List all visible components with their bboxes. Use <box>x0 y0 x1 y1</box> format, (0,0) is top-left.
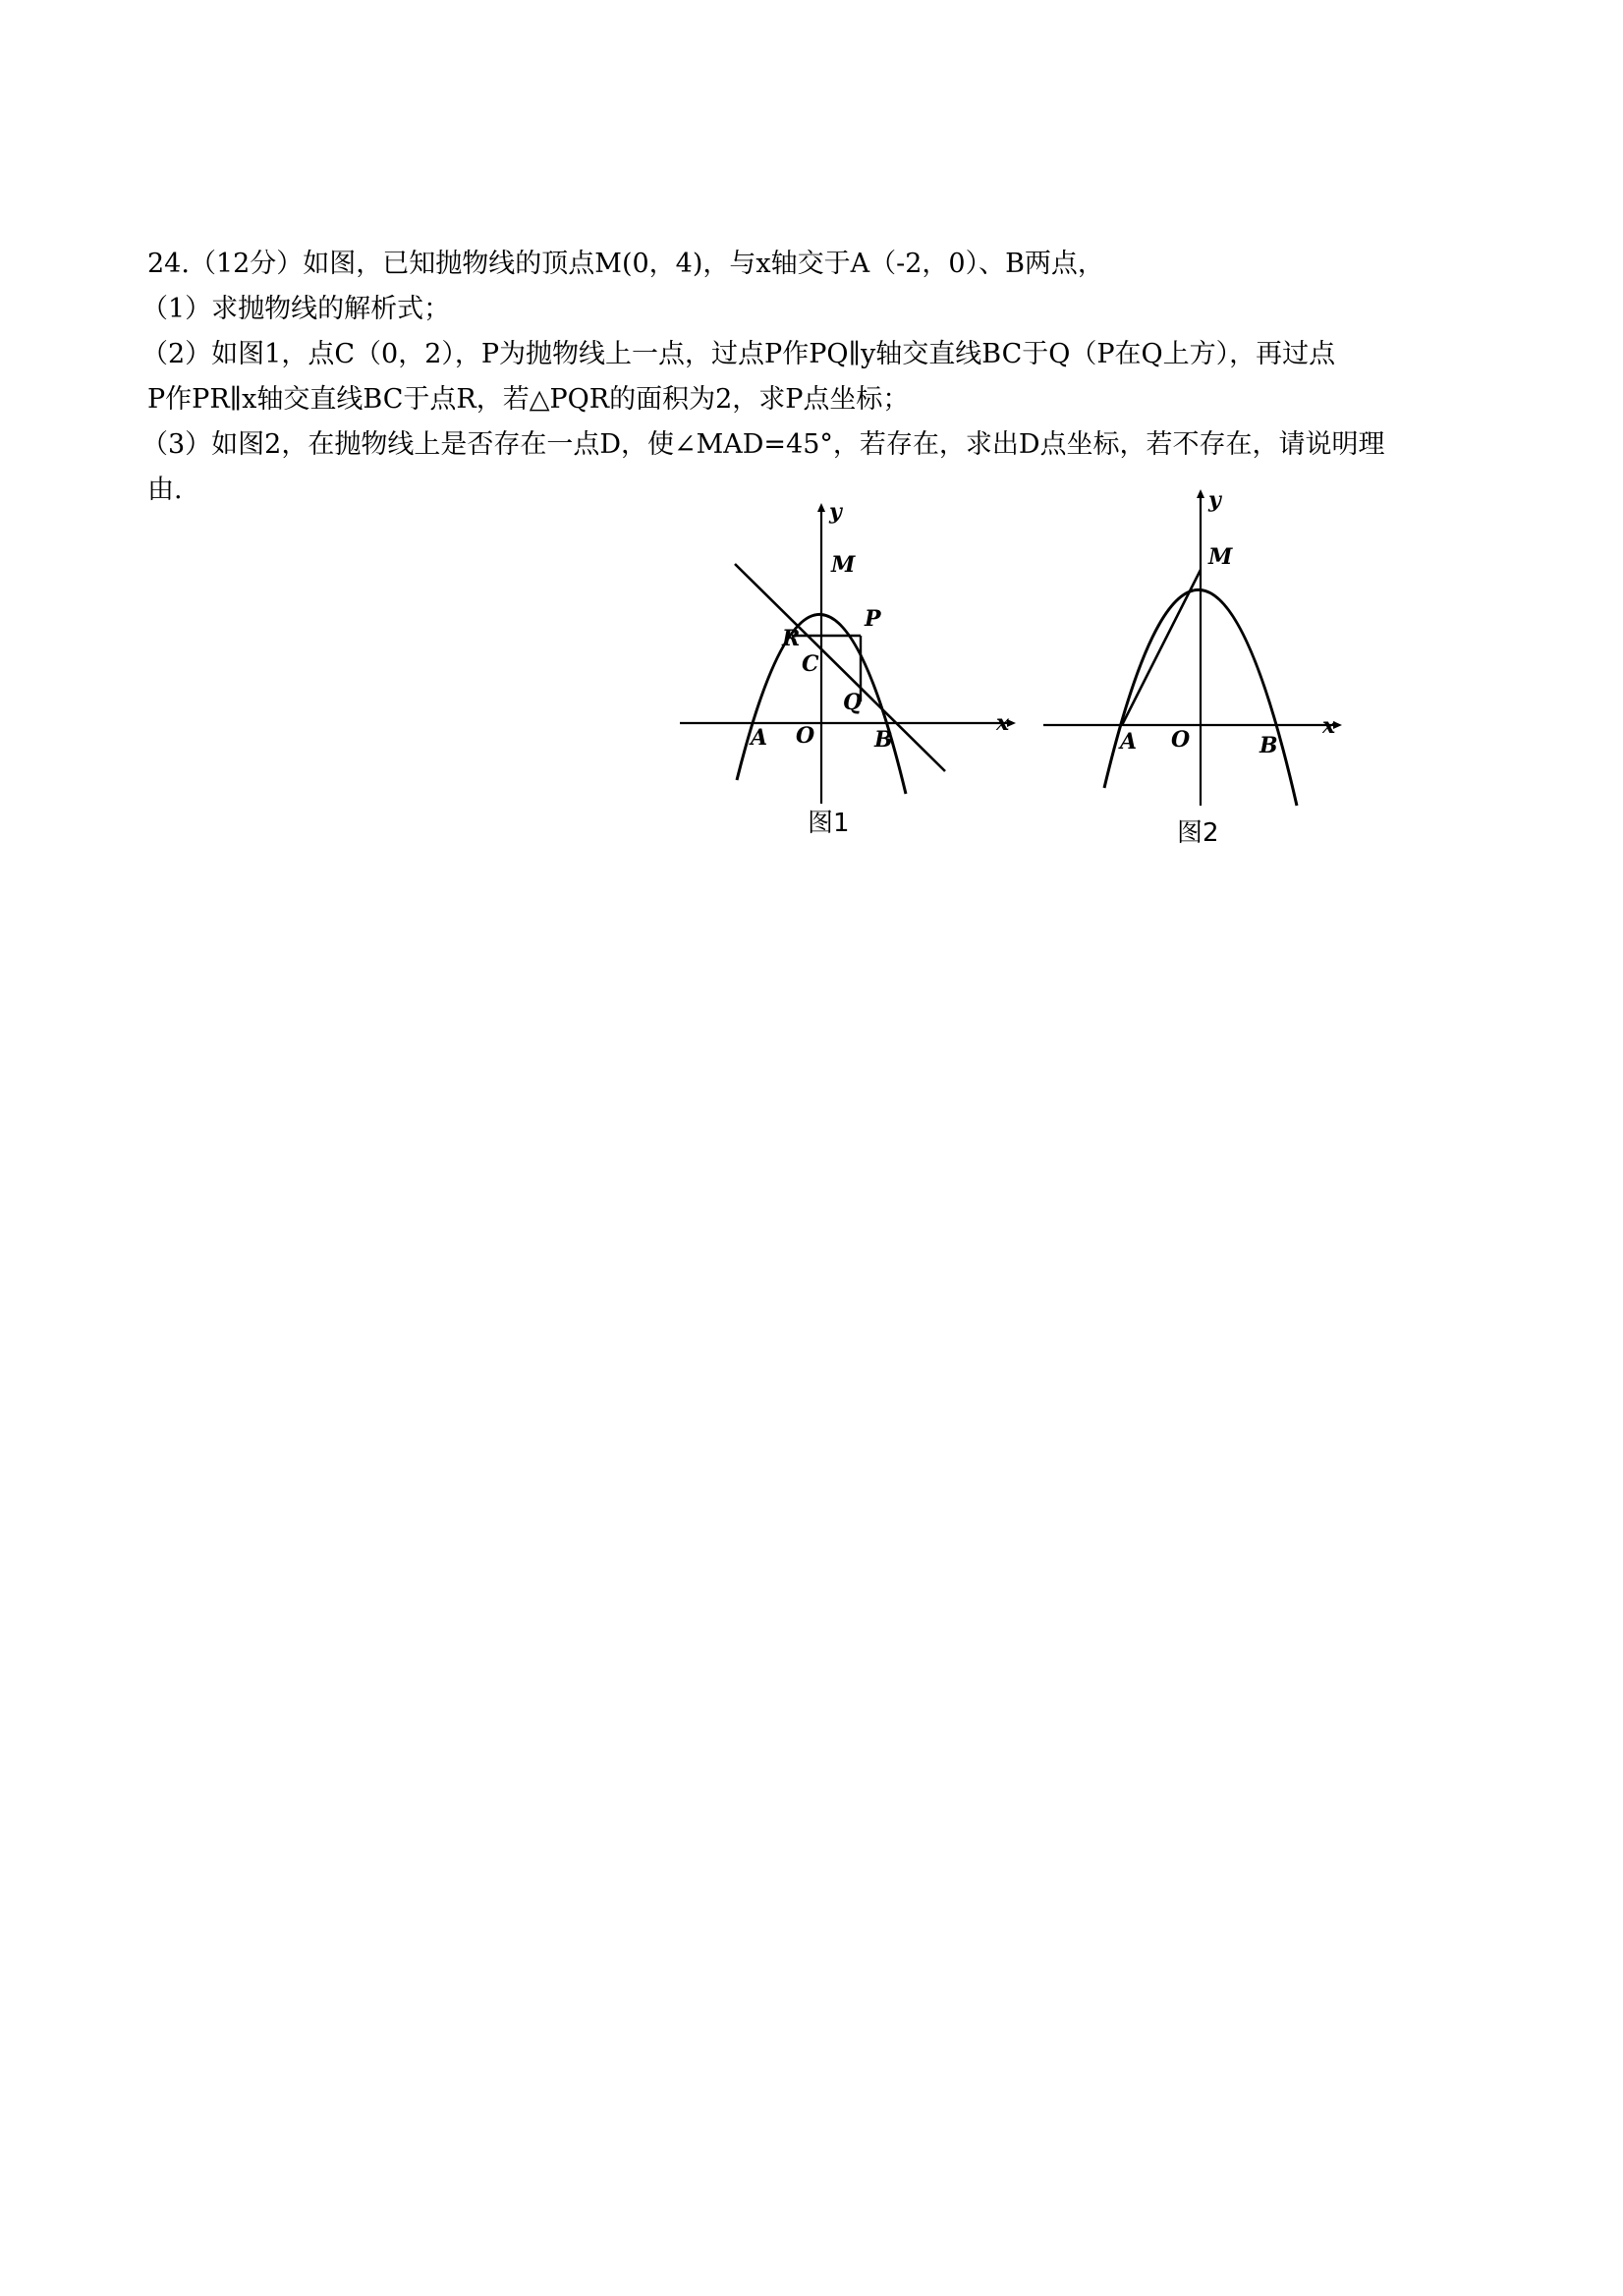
figure-2-diagram <box>1032 481 1356 855</box>
label-a: A <box>1120 729 1138 755</box>
figure-1-caption: 图1 <box>808 809 850 838</box>
question-part-3-line-1: （3）如图2，在抛物线上是否存在一点D，使∠MAD=45°，若存在，求出D点坐标，若不存在，请说明理 <box>141 429 1385 460</box>
label-a: A <box>751 725 768 751</box>
label-y: y <box>1208 487 1221 513</box>
segment-am <box>1122 570 1201 725</box>
label-q: Q <box>843 690 863 715</box>
label-b: B <box>874 727 893 753</box>
question-part-2-line-1: （2）如图1，点C（0，2），P为抛物线上一点，过点P作PQ∥y轴交直线BC于Q（P在Q上方），再过点 <box>141 339 1336 369</box>
label-c: C <box>802 651 819 677</box>
label-p: P <box>865 606 881 632</box>
label-o: O <box>1171 727 1191 753</box>
figure-2 <box>1032 481 1356 855</box>
figure-1-diagram <box>668 491 1022 855</box>
label-b: B <box>1259 733 1278 758</box>
question-part-2-line-2: P作PR∥x轴交直线BC于点R，若△PQR的面积为2，求P点坐标； <box>147 384 910 415</box>
label-x: x <box>996 710 1010 736</box>
label-y: y <box>829 499 842 525</box>
label-o: O <box>796 723 815 749</box>
label-m: M <box>1208 544 1233 570</box>
figure-2-caption: 图2 <box>1177 818 1219 848</box>
label-x: x <box>1322 713 1336 739</box>
question-text <box>141 242 1503 513</box>
question-stem: 24.（12分）如图，已知抛物线的顶点M(0，4)，与x轴交于A（-2，0）、B两点， <box>147 249 1104 279</box>
figure-1 <box>668 491 1022 855</box>
label-r: R <box>782 626 801 651</box>
question-part-1: （1）求抛物线的解析式； <box>141 294 451 324</box>
question-part-3-line-2: 由. <box>147 475 183 505</box>
label-m: M <box>831 552 856 578</box>
